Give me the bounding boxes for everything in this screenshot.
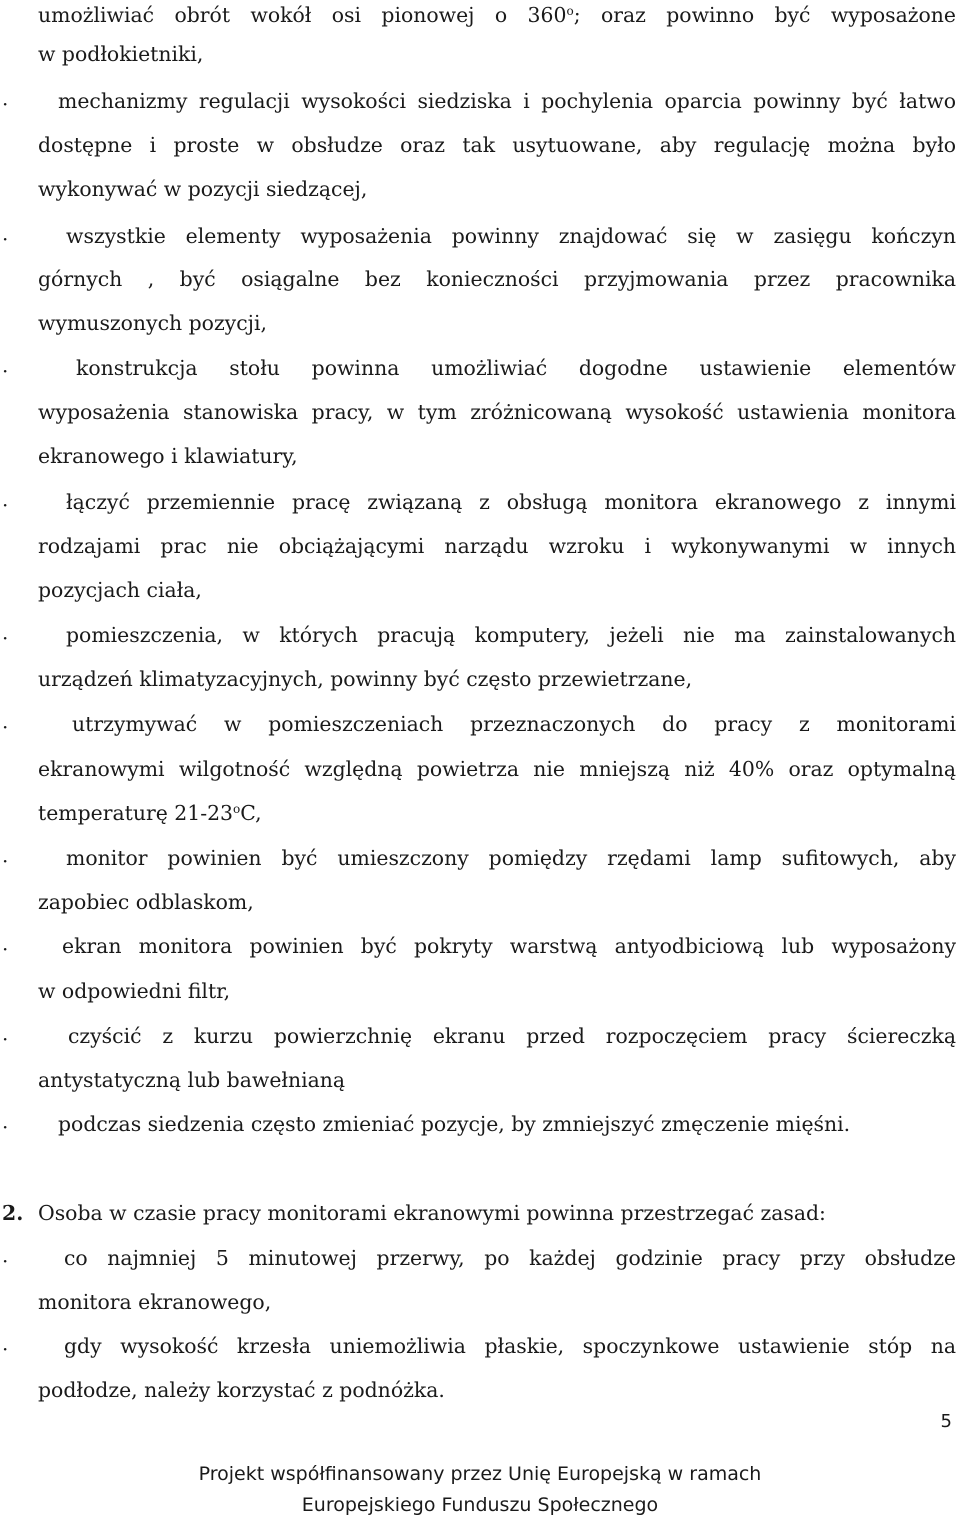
list-item-text: ekran monitora powinien być pokryty warstwą antyodbiciową lub wyposażony [62,934,956,958]
list-item-text: mechanizmy regulacji wysokości siedziska i pochylenia oparcia powinny być łatwo [58,89,956,113]
footer-line-1: Projekt współfinansowany przez Unię Europejską w ramach [198,1463,762,1485]
list-item-text: łączyć przemiennie pracę związaną z obsługą monitora ekranowego z innymi [66,490,956,514]
list-item-text: czyścić z kurzu powierzchnię ekranu przed rozpoczęciem pracy ściereczką [68,1024,956,1048]
list-item-text: co najmniej 5 minutowej przerwy, po każdej godzinie pracy przy obsłudze [64,1246,956,1270]
list-item-text: podczas siedzenia często zmieniać pozycje, by zmniejszyć zmęczenie mięśni. [58,1112,851,1136]
footer-line-2: Europejskiego Funduszu Społecznego [301,1494,659,1516]
bullet-icon: · [2,1027,9,1051]
bullet-icon: · [2,493,9,517]
section-heading: Osoba w czasie pracy monitorami ekranowymi powinna przestrzegać zasad: [38,1201,826,1225]
list-item-text: wszystkie elementy wyposażenia powinny znajdować się w zasięgu kończyn [66,224,956,248]
degree-mark: o [233,802,241,816]
text-line: urządzeń klimatyzacyjnych, powinny być często przewietrzane, [38,667,693,691]
text-line: monitora ekranowego, [38,1290,272,1314]
text-line: wymuszonych pozycji, [38,311,267,335]
section-number: 2. [2,1201,24,1225]
bullet-icon: · [2,1337,9,1361]
list-item-text: utrzymywać w pomieszczeniach przeznaczonych do pracy z monitorami [72,712,956,736]
text-line: umożliwiać obrót wokół osi pionowej o 360$^o$; oraz powinno być wyposażone [38,3,956,27]
text-line: w podłokietniki, [38,42,204,66]
page-number: 5 [940,1411,952,1432]
bullet-icon: · [2,849,9,873]
bullet-icon: · [2,1115,9,1139]
degree-mark: o [566,4,574,18]
text-line: antystatyczną lub bawełnianą [38,1068,346,1092]
text-line: podłodze, należy korzystać z podnóżka. [38,1378,445,1402]
bullet-icon: · [2,715,9,739]
bullet-icon: · [2,1249,9,1273]
text-line: w odpowiedni filtr, [38,979,231,1003]
bullet-icon: · [2,227,9,251]
text-line: temperaturę 21-23$^o$C, [38,801,262,825]
bullet-icon: · [2,359,9,383]
list-item-text: monitor powinien być umieszczony pomiędzy rzędami lamp sufitowych, aby [66,846,956,870]
bullet-icon: · [2,937,9,961]
text-line: ekranowymi wilgotność względną powietrza nie mniejszą niż 40% oraz optymalną [38,757,956,781]
list-item-text: konstrukcja stołu powinna umożliwiać dogodne ustawienie elementów [76,356,956,380]
text-line: ekranowego i klawiatury, [38,444,298,468]
text-line: górnych , być osiągalne bez konieczności przyjmowania przez pracownika [38,267,956,291]
text-line: wyposażenia stanowiska pracy, w tym zróżnicowaną wysokość ustawienia monitora [38,400,956,424]
list-item-text: pomieszczenia, w których pracują komputery, jeżeli nie ma zainstalowanych [66,623,956,647]
text-line: rodzajami prac nie obciążającymi narządu wzroku i wykonywanymi w innych [38,534,956,558]
text-line: zapobiec odblaskom, [38,890,254,914]
text-line: wykonywać w pozycji siedzącej, [38,177,368,201]
text-line: dostępne i proste w obsłudze oraz tak usytuowane, aby regulację można było [38,133,956,157]
bullet-icon: · [2,626,9,650]
bullet-icon: · [2,92,9,116]
text-line: pozycjach ciała, [38,578,202,602]
list-item-text: gdy wysokość krzesła uniemożliwia płaskie, spoczynkowe ustawienie stóp na [64,1334,956,1358]
